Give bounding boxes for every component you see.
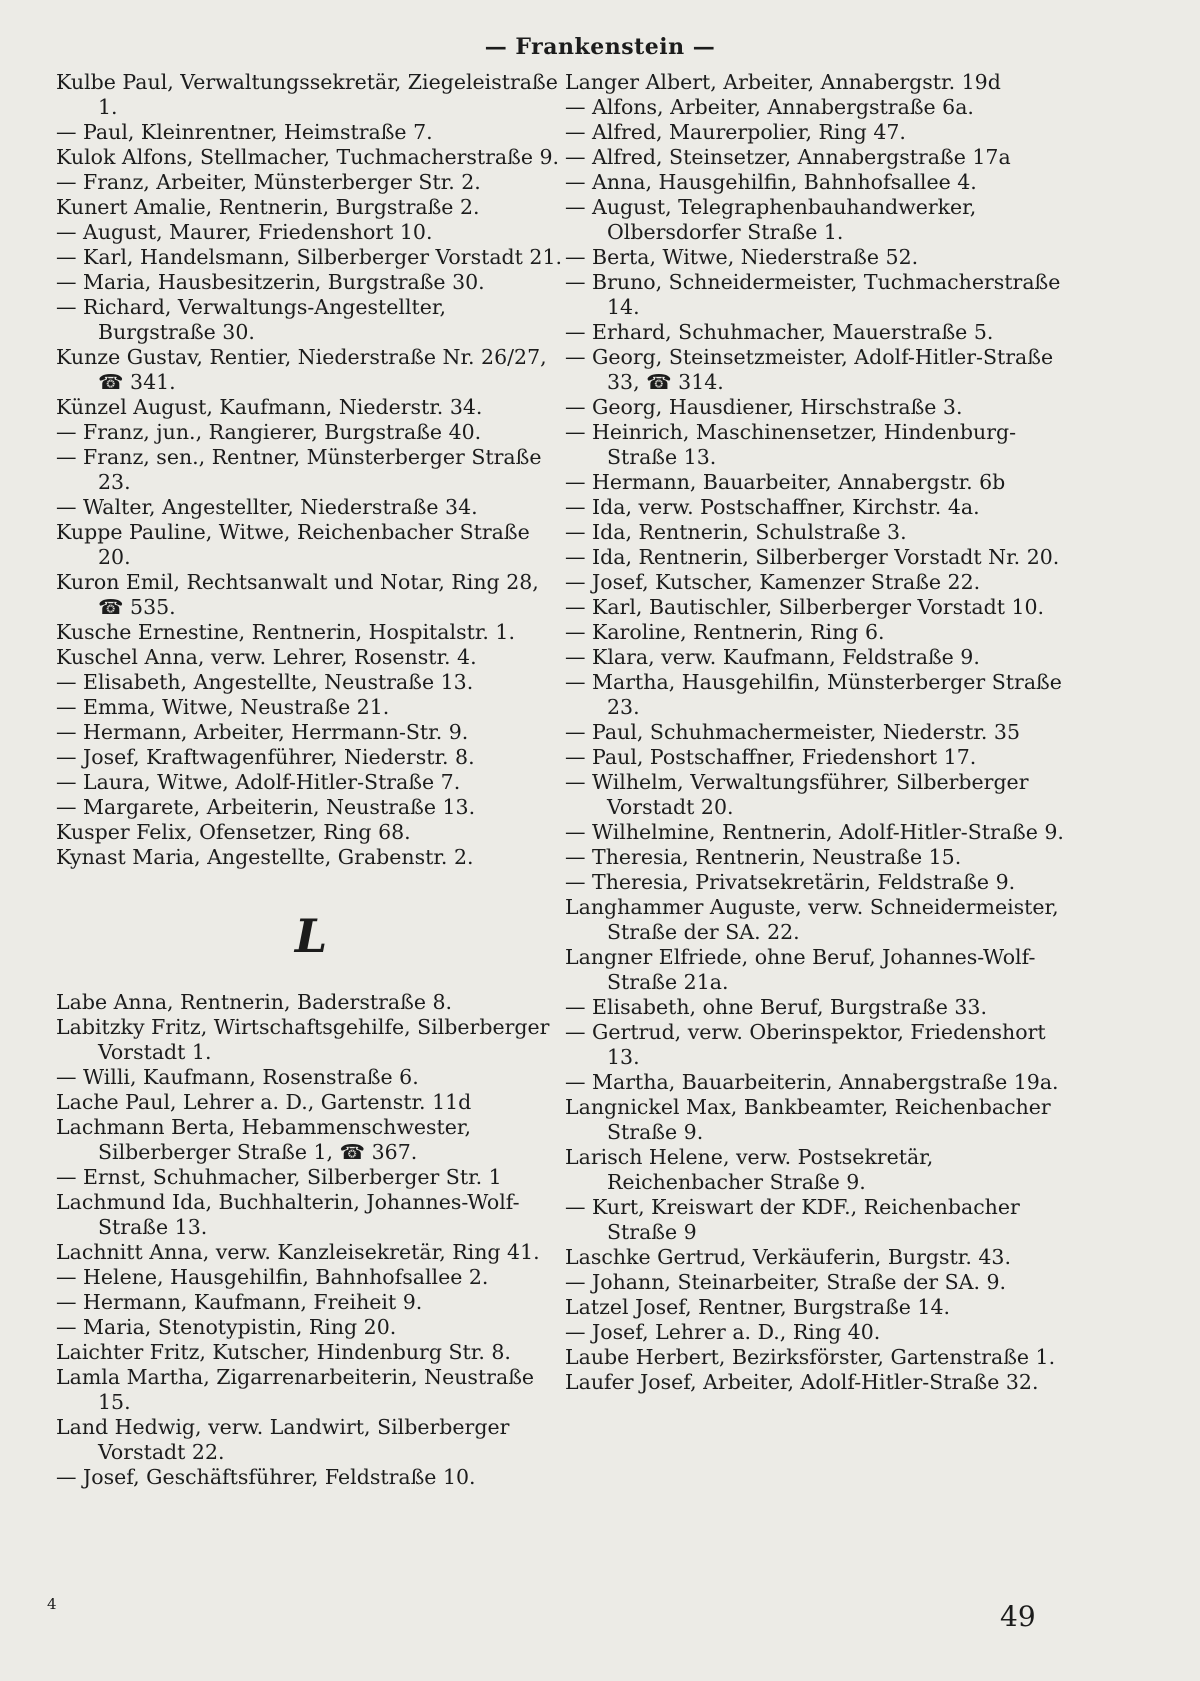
- directory-entry: — Helene, Hausgehilfin, Bahnhofsallee 2.: [56, 1265, 489, 1289]
- directory-entry: — Gertrud, verw. Oberinspektor, Friedenshort 13.: [565, 1020, 1046, 1069]
- directory-entry: — Josef, Lehrer a. D., Ring 40.: [565, 1320, 881, 1344]
- signature-mark: 4: [47, 1595, 57, 1613]
- directory-entry: — Walter, Angestellter, Niederstraße 34.: [56, 495, 478, 519]
- right-column: [565, 70, 1065, 1395]
- directory-entry: Kuron Emil, Rechtsanwalt und Notar, Ring 28, ☎ 535.: [56, 570, 539, 619]
- directory-entry: — Kurt, Kreiswart der KDF., Reichenbacher Straße 9: [565, 1195, 1020, 1244]
- directory-entry: — Theresia, Privatsekretärin, Feldstraße 9.: [565, 870, 1016, 894]
- directory-entry: — Paul, Kleinrentner, Heimstraße 7.: [56, 120, 433, 144]
- directory-entry: — Franz, sen., Rentner, Münsterberger Straße 23.: [56, 445, 542, 494]
- directory-entry: Labe Anna, Rentnerin, Baderstraße 8.: [56, 990, 453, 1014]
- directory-entry: — Ida, Rentnerin, Schulstraße 3.: [565, 520, 907, 544]
- left-entries-before: [56, 70, 566, 870]
- directory-entry: — Ida, Rentnerin, Silberberger Vorstadt Nr. 20.: [565, 545, 1060, 569]
- directory-entry: — Heinrich, Maschinensetzer, Hindenburg-Straße 13.: [565, 420, 1017, 469]
- directory-entry: — Hermann, Bauarbeiter, Annabergstr. 6b: [565, 470, 1006, 494]
- directory-entry: — Erhard, Schuhmacher, Mauerstraße 5.: [565, 320, 994, 344]
- directory-entry: Laschke Gertrud, Verkäuferin, Burgstr. 43.: [565, 1245, 1011, 1269]
- directory-entry: — Josef, Geschäftsführer, Feldstraße 10.: [56, 1465, 476, 1489]
- directory-entry: — Berta, Witwe, Niederstraße 52.: [565, 245, 919, 269]
- directory-entry: Kuschel Anna, verw. Lehrer, Rosenstr. 4.: [56, 645, 477, 669]
- directory-entry: Langhammer Auguste, verw. Schneidermeister, Straße der SA. 22.: [565, 895, 1059, 944]
- directory-entry: Larisch Helene, verw. Postsekretär, Reichenbacher Straße 9.: [565, 1145, 934, 1194]
- directory-entry: Kuppe Pauline, Witwe, Reichenbacher Straße 20.: [56, 520, 530, 569]
- directory-entry: Lache Paul, Lehrer a. D., Gartenstr. 11d: [56, 1090, 472, 1114]
- directory-entry: — Wilhelmine, Rentnerin, Adolf-Hitler-Straße 9.: [565, 820, 1064, 844]
- directory-entry: — Klara, verw. Kaufmann, Feldstraße 9.: [565, 645, 980, 669]
- directory-entry: Labitzky Fritz, Wirtschaftsgehilfe, Silberberger Vorstadt 1.: [56, 1015, 550, 1064]
- directory-entry: Latzel Josef, Rentner, Burgstraße 14.: [565, 1295, 951, 1319]
- directory-entry: — Hermann, Kaufmann, Freiheit 9.: [56, 1290, 423, 1314]
- directory-entry: — Willi, Kaufmann, Rosenstraße 6.: [56, 1065, 419, 1089]
- right-entries: [565, 70, 1065, 1395]
- directory-entry: — Johann, Steinarbeiter, Straße der SA. 9.: [565, 1270, 1007, 1294]
- directory-entry: — Georg, Steinsetzmeister, Adolf-Hitler-Straße 33, ☎ 314.: [565, 345, 1054, 394]
- directory-entry: Laichter Fritz, Kutscher, Hindenburg Str. 8.: [56, 1340, 511, 1364]
- directory-entry: — August, Maurer, Friedenshort 10.: [56, 220, 433, 244]
- section-letter: L: [294, 909, 328, 963]
- directory-entry: — Karl, Bautischler, Silberberger Vorstadt 10.: [565, 595, 1045, 619]
- directory-entry: Kulok Alfons, Stellmacher, Tuchmacherstraße 9.: [56, 145, 560, 169]
- directory-entry: — Ernst, Schuhmacher, Silberberger Str. 1: [56, 1165, 502, 1189]
- directory-entry: — Elisabeth, Angestellte, Neustraße 13.: [56, 670, 474, 694]
- directory-entry: — Alfons, Arbeiter, Annabergstraße 6a.: [565, 95, 974, 119]
- directory-entry: Langner Elfriede, ohne Beruf, Johannes-Wolf-Straße 21a.: [565, 945, 1036, 994]
- directory-entry: — Laura, Witwe, Adolf-Hitler-Straße 7.: [56, 770, 461, 794]
- directory-entry: — Richard, Verwaltungs-Angestellter, Burgstraße 30.: [56, 295, 446, 344]
- directory-entry: Laufer Josef, Arbeiter, Adolf-Hitler-Straße 32.: [565, 1370, 1039, 1394]
- directory-entry: — Anna, Hausgehilfin, Bahnhofsallee 4.: [565, 170, 977, 194]
- directory-entry: Kulbe Paul, Verwaltungssekretär, Ziegeleistraße 1.: [56, 70, 558, 119]
- directory-entry: — Maria, Hausbesitzerin, Burgstraße 30.: [56, 270, 485, 294]
- page-header: — Frankenstein —: [484, 34, 716, 60]
- directory-entry: — Emma, Witwe, Neustraße 21.: [56, 695, 390, 719]
- directory-entry: — Georg, Hausdiener, Hirschstraße 3.: [565, 395, 963, 419]
- directory-entry: — Paul, Postschaffner, Friedenshort 17.: [565, 745, 977, 769]
- directory-entry: Land Hedwig, verw. Landwirt, Silberberger Vorstadt 22.: [56, 1415, 510, 1464]
- directory-entry: Lachmann Berta, Hebammenschwester, Silberberger Straße 1, ☎ 367.: [56, 1115, 471, 1164]
- left-column: [56, 70, 566, 1490]
- directory-entry: — Maria, Stenotypistin, Ring 20.: [56, 1315, 397, 1339]
- directory-entry: Langer Albert, Arbeiter, Annabergstr. 19d: [565, 70, 1001, 94]
- directory-entry: — Karl, Handelsmann, Silberberger Vorstadt 21.: [56, 245, 563, 269]
- directory-entry: Lamla Martha, Zigarrenarbeiterin, Neustraße 15.: [56, 1365, 535, 1414]
- directory-entry: Lachmund Ida, Buchhalterin, Johannes-Wolf-Straße 13.: [56, 1190, 520, 1239]
- directory-entry: Langnickel Max, Bankbeamter, Reichenbacher Straße 9.: [565, 1095, 1051, 1144]
- directory-entry: — Margarete, Arbeiterin, Neustraße 13.: [56, 795, 476, 819]
- directory-entry: — Karoline, Rentnerin, Ring 6.: [565, 620, 885, 644]
- directory-entry: — Elisabeth, ohne Beruf, Burgstraße 33.: [565, 995, 987, 1019]
- directory-entry: — Alfred, Maurerpolier, Ring 47.: [565, 120, 906, 144]
- directory-entry: Kusper Felix, Ofensetzer, Ring 68.: [56, 820, 411, 844]
- directory-entry: Kynast Maria, Angestellte, Grabenstr. 2.: [56, 845, 474, 869]
- directory-entry: — Martha, Bauarbeiterin, Annabergstraße 19a.: [565, 1070, 1059, 1094]
- directory-entry: — Franz, Arbeiter, Münsterberger Str. 2.: [56, 170, 481, 194]
- directory-entry: Lachnitt Anna, verw. Kanzleisekretär, Ring 41.: [56, 1240, 540, 1264]
- directory-entry: — August, Telegraphenbauhandwerker, Olbersdorfer Straße 1.: [565, 195, 977, 244]
- left-entries-after: [56, 990, 566, 1490]
- directory-entry: — Wilhelm, Verwaltungsführer, Silberberger Vorstadt 20.: [565, 770, 1029, 819]
- directory-entry: — Bruno, Schneidermeister, Tuchmacherstraße 14.: [565, 270, 1061, 319]
- directory-entry: — Martha, Hausgehilfin, Münsterberger Straße 23.: [565, 670, 1062, 719]
- page-number: 49: [1000, 1600, 1036, 1633]
- directory-entry: — Theresia, Rentnerin, Neustraße 15.: [565, 845, 962, 869]
- directory-entry: — Franz, jun., Rangierer, Burgstraße 40.: [56, 420, 482, 444]
- directory-entry: Laube Herbert, Bezirksförster, Gartenstraße 1.: [565, 1345, 1056, 1369]
- directory-entry: — Josef, Kutscher, Kamenzer Straße 22.: [565, 570, 981, 594]
- directory-entry: Künzel August, Kaufmann, Niederstr. 34.: [56, 395, 483, 419]
- directory-entry: — Paul, Schuhmachermeister, Niederstr. 35: [565, 720, 1021, 744]
- directory-entry: Kunze Gustav, Rentier, Niederstraße Nr. 26/27, ☎ 341.: [56, 345, 547, 394]
- directory-entry: Kunert Amalie, Rentnerin, Burgstraße 2.: [56, 195, 480, 219]
- directory-entry: — Alfred, Steinsetzer, Annabergstraße 17a: [565, 145, 1011, 169]
- directory-entry: — Josef, Kraftwagenführer, Niederstr. 8.: [56, 745, 475, 769]
- directory-entry: — Hermann, Arbeiter, Herrmann-Str. 9.: [56, 720, 469, 744]
- directory-entry: — Ida, verw. Postschaffner, Kirchstr. 4a.: [565, 495, 980, 519]
- directory-entry: Kusche Ernestine, Rentnerin, Hospitalstr. 1.: [56, 620, 515, 644]
